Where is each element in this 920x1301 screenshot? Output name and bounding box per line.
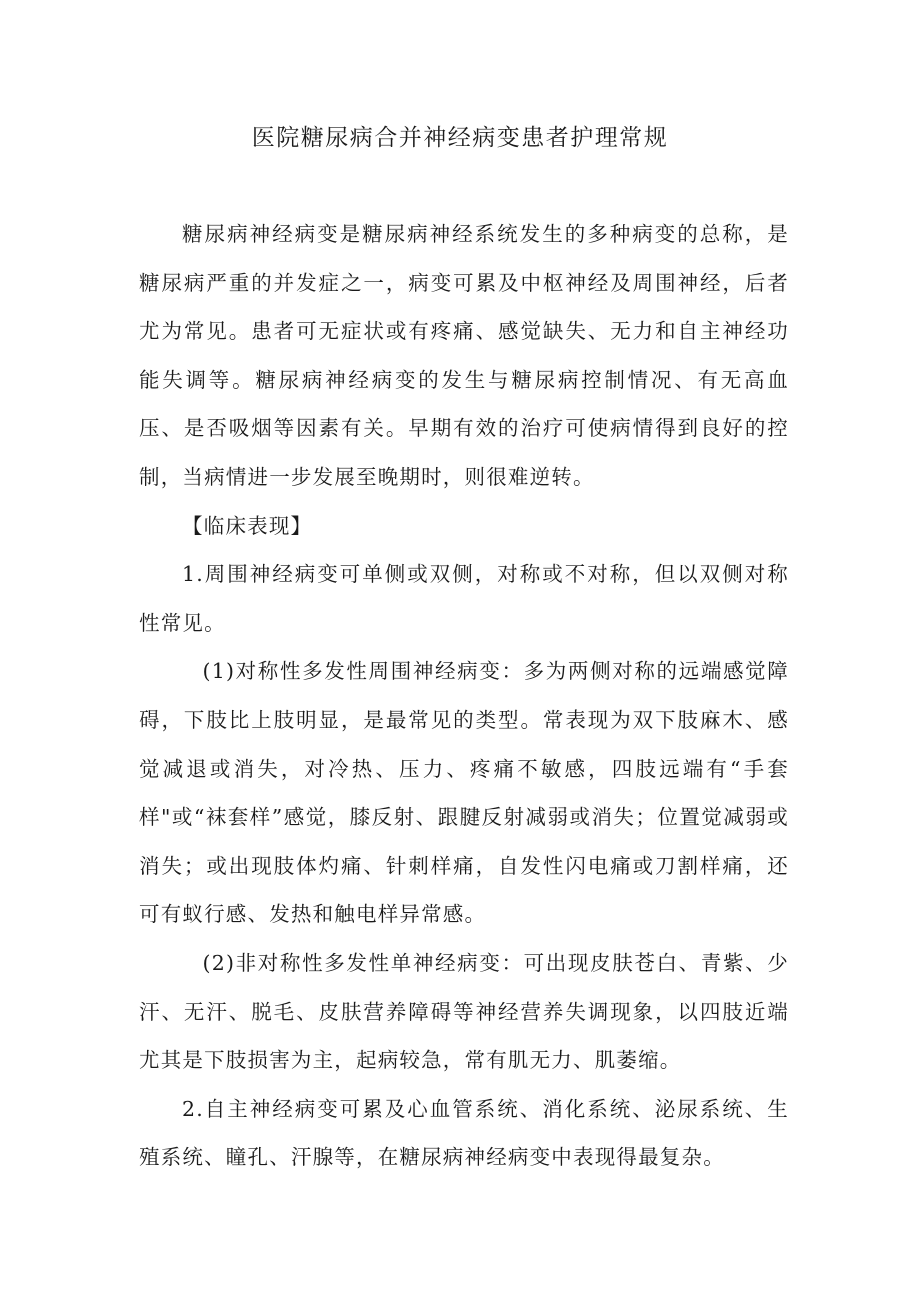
item-1-sub-2-paragraph: (2)非对称性多发性单神经病变：可出现皮肤苍白、青紫、少汗、无汗、脱毛、皮肤营养障碍等神经营养失调现象，以四肢近端尤其是下肢损害为主，起病较急，常有肌无力、肌萎缩。 [139, 950, 789, 1073]
document-body [139, 210, 789, 1182]
intro-paragraph: 糖尿病神经病变是糖尿病神经系统发生的多种病变的总称，是糖尿病严重的并发症之一，病变可累及中枢神经及周围神经，后者尤为常见。患者可无症状或有疼痛、感觉缺失、无力和自主神经功能失调等。糖尿病神经病变的发生与糖尿病控制情况、有无高血压、是否吸烟等因素有关。早期有效的治疗可使病情得到良好的控制，当病情进一步发展至晚期时，则很难逆转。 [139, 222, 789, 489]
item-1-paragraph: 1.周围神经病变可单侧或双侧，对称或不对称，但以双侧对称性常见。 [139, 562, 789, 635]
item-2-paragraph: 2.自主神经病变可累及心血管系统、消化系统、泌尿系统、生殖系统、瞳孔、汗腺等，在糖尿病神经病变中表现得最复杂。 [139, 1096, 789, 1170]
item-1-sub-1-paragraph: (1)对称性多发性周围神经病变：多为两侧对称的远端感觉障碍，下肢比上肢明显，是最常见的类型。常表现为双下肢麻木、感觉减退或消失，对冷热、压力、疼痛不敏感，四肢远端有“手套样"或“袜套样”感觉，膝反射、跟腱反射减弱或消失；位置觉减弱或消失；或出现肢体灼痛、针刺样痛，自发性闪电痛或刀割样痛，还可有蚁行感、发热和触电样异常感。 [139, 659, 789, 927]
section-heading-clinical: 【临床表现】 [182, 513, 313, 538]
document-title: 医院糖尿病合并神经病变患者护理常规 [251, 125, 669, 151]
